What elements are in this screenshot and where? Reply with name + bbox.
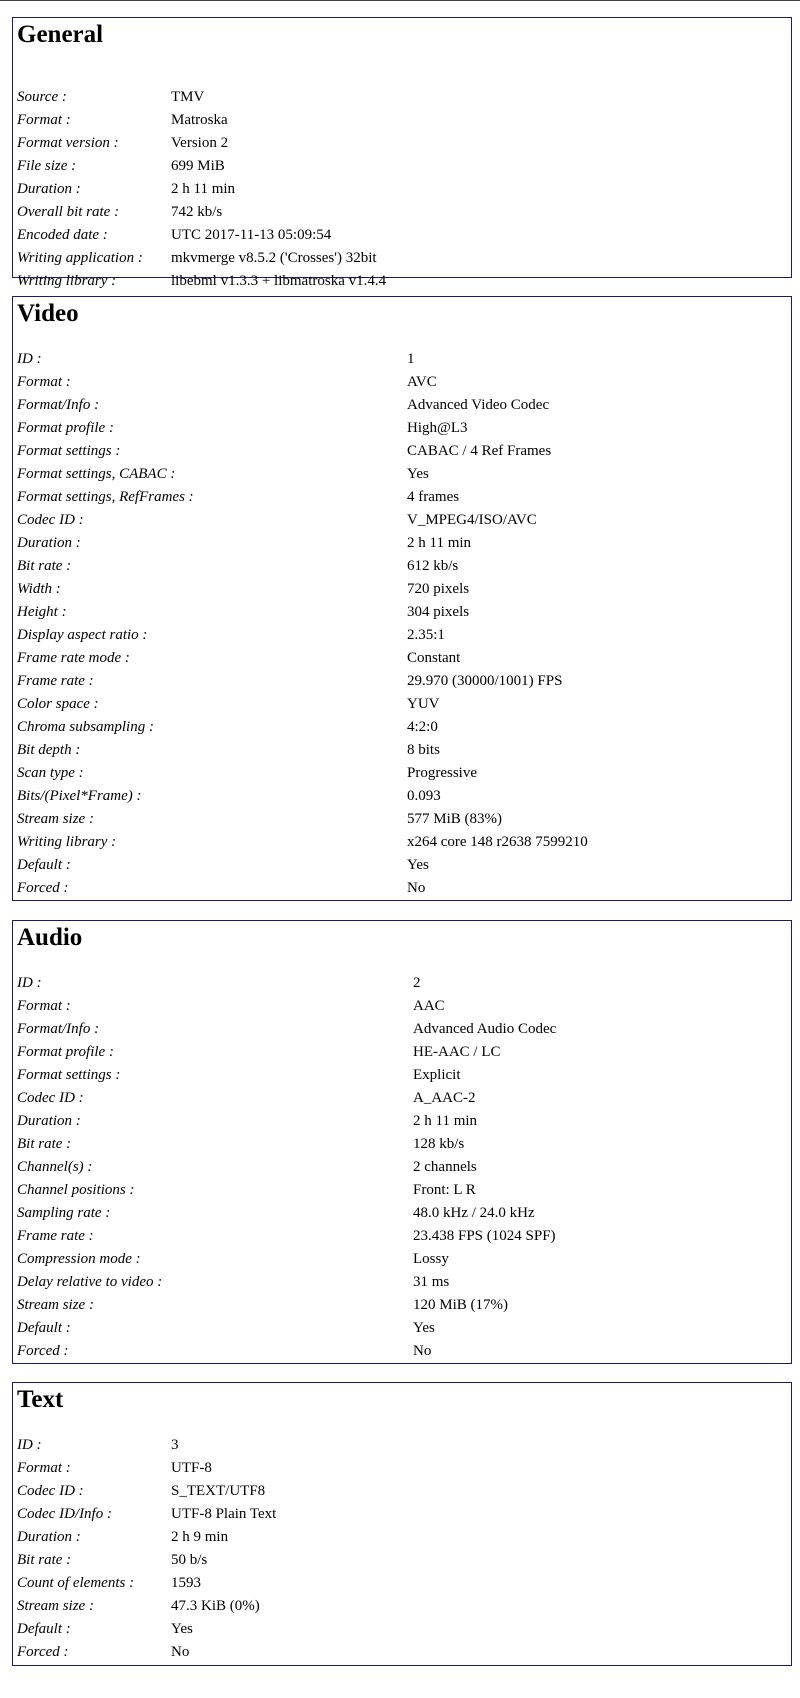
general-section <box>12 17 792 289</box>
property-label: Bits/(Pixel*Frame) : <box>17 788 142 804</box>
property-value: 47.3 KiB (0%) <box>171 1598 260 1614</box>
property-value: 699 MiB <box>171 158 225 174</box>
property-value: 4:2:0 <box>407 719 438 735</box>
property-label: Format/Info : <box>17 397 100 413</box>
property-value: 3 <box>171 1437 179 1453</box>
property-label: Color space : <box>17 696 99 712</box>
property-value: Constant <box>407 650 461 666</box>
property-label: ID : <box>17 1437 42 1453</box>
property-label: Codec ID : <box>17 1090 84 1106</box>
property-label: Display aspect ratio : <box>17 627 148 643</box>
property-label: Stream size : <box>17 811 94 827</box>
property-value: Yes <box>407 466 429 482</box>
property-label: Duration : <box>17 535 81 551</box>
audio-section <box>12 920 792 1364</box>
property-value: UTF-8 <box>171 1460 212 1476</box>
property-label: Bit rate : <box>17 558 72 574</box>
property-label: Format settings : <box>17 1067 121 1083</box>
property-label: Bit depth : <box>17 742 81 758</box>
property-value: CABAC / 4 Ref Frames <box>407 443 552 459</box>
property-value: 29.970 (30000/1001) FPS <box>407 673 563 689</box>
property-label: ID : <box>17 351 42 367</box>
property-value: V_MPEG4/ISO/AVC <box>407 512 537 528</box>
property-label: Format version : <box>17 135 119 151</box>
property-label: ID : <box>17 975 42 991</box>
property-value: 2.35:1 <box>407 627 445 643</box>
property-value: No <box>407 880 426 896</box>
property-value: mkvmerge v8.5.2 ('Crosses') 32bit <box>171 250 377 266</box>
property-label: Encoded date : <box>17 227 108 243</box>
property-value: AAC <box>413 998 445 1014</box>
property-label: Sampling rate : <box>17 1205 111 1221</box>
property-label: Format settings, CABAC : <box>17 466 176 482</box>
property-label: Format profile : <box>17 420 114 436</box>
top-border <box>0 0 800 1</box>
section-title-video: Video <box>17 300 79 327</box>
property-value: Advanced Audio Codec <box>413 1021 557 1037</box>
property-value: 50 b/s <box>171 1552 208 1568</box>
property-label: Frame rate : <box>17 673 94 689</box>
property-value: Yes <box>413 1320 435 1336</box>
property-value: Explicit <box>413 1067 461 1083</box>
property-value: libebml v1.3.3 + libmatroska v1.4.4 <box>171 273 387 289</box>
property-label: Duration : <box>17 1529 81 1545</box>
property-label: Count of elements : <box>17 1575 135 1591</box>
property-value: Yes <box>407 857 429 873</box>
property-value: UTC 2017-11-13 05:09:54 <box>171 227 332 243</box>
property-value: 2 h 11 min <box>407 535 472 551</box>
property-value: Progressive <box>407 765 477 781</box>
property-label: Overall bit rate : <box>17 204 120 220</box>
property-value: High@L3 <box>407 420 468 436</box>
property-label: Stream size : <box>17 1297 94 1313</box>
property-label: Codec ID : <box>17 1483 84 1499</box>
property-value: 720 pixels <box>407 581 470 597</box>
property-label: Forced : <box>17 1644 69 1660</box>
property-value: 4 frames <box>407 489 460 505</box>
property-label: Duration : <box>17 1113 81 1129</box>
property-value: 31 ms <box>413 1274 450 1290</box>
property-value: 1 <box>407 351 415 367</box>
property-label: Delay relative to video : <box>17 1274 163 1290</box>
property-value: Yes <box>171 1621 193 1637</box>
property-label: Height : <box>17 604 67 620</box>
property-label: Format : <box>17 374 71 390</box>
property-value: HE-AAC / LC <box>413 1044 501 1060</box>
text-section <box>12 1382 792 1666</box>
property-value: Lossy <box>413 1251 449 1267</box>
property-label: Format settings, RefFrames : <box>17 489 194 505</box>
property-value: YUV <box>407 696 440 712</box>
property-value: 304 pixels <box>407 604 470 620</box>
property-value: Matroska <box>171 112 228 128</box>
property-value: Advanced Video Codec <box>407 397 550 413</box>
property-value: 577 MiB (83%) <box>407 811 502 827</box>
property-value: AVC <box>407 374 437 390</box>
property-value: 612 kb/s <box>407 558 459 574</box>
property-value: 8 bits <box>407 742 440 758</box>
property-value: 2 channels <box>413 1159 477 1175</box>
property-label: Format : <box>17 1460 71 1476</box>
property-label: Writing application : <box>17 250 143 266</box>
section-title-text: Text <box>17 1386 64 1413</box>
property-value: 742 kb/s <box>171 204 223 220</box>
property-value: x264 core 148 r2638 7599210 <box>407 834 588 850</box>
property-value: 2 h 11 min <box>171 181 236 197</box>
property-label: Chroma subsampling : <box>17 719 154 735</box>
property-value: 128 kb/s <box>413 1136 465 1152</box>
property-value: 120 MiB (17%) <box>413 1297 508 1313</box>
property-label: Format settings : <box>17 443 121 459</box>
property-label: Channel positions : <box>17 1182 135 1198</box>
property-label: Writing library : <box>17 834 117 850</box>
property-value: UTF-8 Plain Text <box>171 1506 277 1522</box>
property-label: Bit rate : <box>17 1136 72 1152</box>
property-value: TMV <box>171 89 205 105</box>
property-label: Format profile : <box>17 1044 114 1060</box>
property-label: Channel(s) : <box>17 1159 93 1175</box>
section-title-general: General <box>17 21 104 48</box>
property-value: Front: L R <box>413 1182 476 1198</box>
property-label: File size : <box>17 158 77 174</box>
property-value: 1593 <box>171 1575 201 1591</box>
property-label: Source : <box>17 89 67 105</box>
video-section <box>12 296 792 901</box>
property-value: 23.438 FPS (1024 SPF) <box>413 1228 556 1244</box>
property-value: No <box>413 1343 432 1359</box>
property-label: Frame rate mode : <box>17 650 130 666</box>
property-value: 48.0 kHz / 24.0 kHz <box>413 1205 535 1221</box>
property-value: 2 h 9 min <box>171 1529 229 1545</box>
property-value: No <box>171 1644 190 1660</box>
property-value: A_AAC-2 <box>413 1090 476 1106</box>
property-label: Compression mode : <box>17 1251 141 1267</box>
property-label: Default : <box>17 1320 71 1336</box>
section-title-audio: Audio <box>17 924 83 951</box>
property-value: Version 2 <box>171 135 229 151</box>
property-label: Stream size : <box>17 1598 94 1614</box>
property-label: Scan type : <box>17 765 84 781</box>
property-value: 0.093 <box>407 788 441 804</box>
property-label: Format/Info : <box>17 1021 100 1037</box>
property-label: Codec ID : <box>17 512 84 528</box>
property-value: 2 <box>413 975 421 991</box>
property-label: Frame rate : <box>17 1228 94 1244</box>
property-label: Default : <box>17 1621 71 1637</box>
property-label: Writing library : <box>17 273 117 289</box>
property-value: 2 h 11 min <box>413 1113 478 1129</box>
property-label: Codec ID/Info : <box>17 1506 112 1522</box>
property-label: Duration : <box>17 181 81 197</box>
property-label: Format : <box>17 112 71 128</box>
property-label: Bit rate : <box>17 1552 72 1568</box>
property-label: Format : <box>17 998 71 1014</box>
property-label: Forced : <box>17 880 69 896</box>
property-label: Forced : <box>17 1343 69 1359</box>
property-label: Default : <box>17 857 71 873</box>
property-value: S_TEXT/UTF8 <box>171 1483 266 1499</box>
property-label: Width : <box>17 581 61 597</box>
